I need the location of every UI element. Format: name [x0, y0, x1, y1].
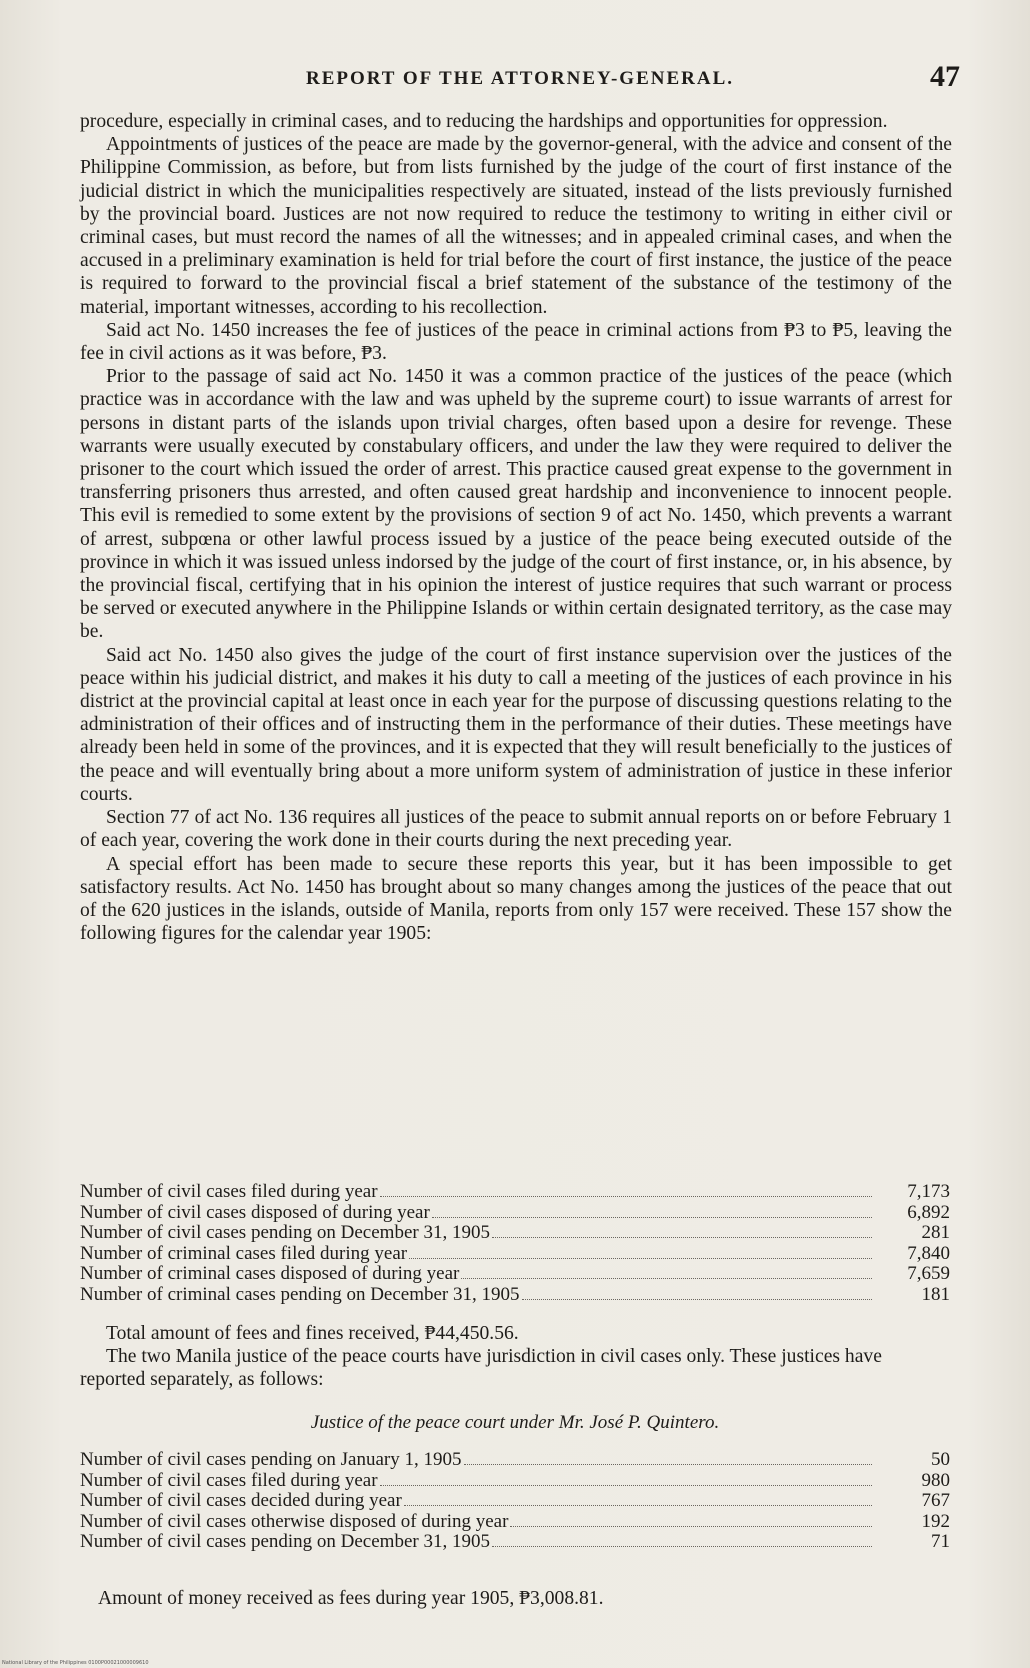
after-stats-text — [80, 1322, 950, 1391]
paragraph: Total amount of fees and fines received, ₱44,450.56. — [106, 1323, 519, 1344]
stat-label: Number of criminal cases filed during year — [80, 1242, 408, 1264]
stat-value: 7,840 — [907, 1242, 950, 1264]
body-text — [80, 110, 952, 945]
stat-row — [80, 1182, 950, 1203]
stat-label: Number of civil cases pending on December 31, 1905 — [80, 1531, 490, 1552]
paragraph: A special effort has been made to secure these reports this year, but it has been impossible to get satisfactory results. Act No. 1450 has brought about so many changes among the justices of the peace that out of the 620 justices in the islands, outside of Manila, reports from only 157 were received. These 157 show the following figures for the calendar year 1905: — [80, 853, 952, 945]
stat-value: 181 — [921, 1283, 950, 1305]
stat-label: Number of civil cases pending on December 31, 1905 — [80, 1222, 490, 1243]
paragraph: Said act No. 1450 also gives the judge of the court of first instance supervision over the justices of the peace within his judicial district, and makes it his duty to call a meeting of the justices of each province in his district at the provincial capital at least once in each year for the purpose of discussing questions relating to the administration of their offices and of instructing them in the performance of their duties. These meetings have already been held in some of the provinces, and it is expected that they will result beneficially to the justices of the peace and will eventually bring about a more uniform system of administration of justice in these inferior courts. — [80, 644, 952, 805]
dot-leader — [380, 1485, 872, 1486]
stat-value: 7,659 — [907, 1263, 950, 1284]
paragraph: Said act No. 1450 increases the fee of justices of the peace in criminal actions from ₱3 to ₱5, leaving the fee in civil actions as it was before, ₱3. — [80, 319, 952, 365]
stat-row — [80, 1512, 950, 1533]
section-heading: Justice of the peace court under Mr. José P. Quintero. — [310, 1412, 720, 1433]
stat-label: Number of civil cases pending on January 1, 1905 — [80, 1449, 462, 1470]
stat-row — [80, 1491, 950, 1512]
stat-label: Number of civil cases disposed of during year — [80, 1201, 430, 1223]
paragraph: Appointments of justices of the peace are made by the governor-general, with the advice and consent of the Philippine Commission, as before, but from lists furnished by the judge of the court of first instance of the judicial district in which the municipalities respectively are situated, instead of the lists previously furnished by the provincial board. Justices are not now required to reduce the testimony to writing in either civil or criminal cases, but must record the names of all the witnesses; and in appealed criminal cases, and when the accused in a preliminary examination is held for trial before the court of first instance, the justice of the peace is required to forward to the provincial fiscal a brief statement of the substance of the testimony of the material, important witnesses, according to his recollection. — [80, 134, 952, 318]
source-line: National Library of the Philippines 0100P00021000009610 — [2, 1660, 149, 1666]
closing-line: Amount of money received as fees during year 1905, ₱3,008.81. — [98, 1588, 604, 1609]
dot-leader — [492, 1237, 872, 1238]
stat-row — [80, 1244, 950, 1265]
stat-row — [80, 1471, 950, 1492]
dot-leader — [432, 1217, 872, 1218]
dot-leader — [380, 1196, 872, 1197]
stat-row — [80, 1203, 950, 1224]
stat-label: Number of civil cases otherwise disposed of during year — [80, 1510, 509, 1532]
stat-label: Number of civil cases filed during year — [80, 1469, 378, 1491]
stat-value: 767 — [921, 1490, 950, 1511]
stat-row — [80, 1223, 950, 1244]
stat-value: 6,892 — [907, 1201, 950, 1223]
stat-row — [80, 1450, 950, 1471]
paragraph: procedure, especially in criminal cases, and to reducing the hardships and opportunities for oppression. — [80, 111, 888, 132]
stat-label: Number of civil cases decided during year — [80, 1490, 402, 1511]
stat-value: 7,173 — [907, 1181, 950, 1202]
stat-label: Number of criminal cases disposed of during year — [80, 1263, 460, 1284]
stat-value: 980 — [921, 1469, 950, 1491]
stat-row — [80, 1264, 950, 1285]
page-header — [80, 62, 960, 102]
stat-value: 71 — [931, 1531, 950, 1552]
stat-row — [80, 1532, 950, 1553]
dot-leader — [510, 1526, 872, 1527]
paragraph: Prior to the passage of said act No. 1450 it was a common practice of the justices of the peace (which practice was in accordance with the law and was upheld by the supreme court) to issue warrants of arrest for persons in distant parts of the islands upon trivial charges, often based upon a desire for revenge. These warrants were usually executed by constabulary officers, and under the law they were required to deliver the prisoner to the court which issued the order of arrest. This practice caused great expense to the government in transferring prisoners thus arrested, and often caused great hardship and inconvenience to innocent people. This evil is remedied to some extent by the provisions of section 9 of act No. 1450, which prevents a warrant of arrest, subpœna or other lawful process issued by a justice of the peace being executed outside of the province in which it was issued unless indorsed by the judge of the court of first instance, or, in his absence, by the provincial fiscal, certifying that in his opinion the interest of justice requires that such warrant or process be served or executed anywhere in the Philippine Islands or within certain designated territory, as the case may be. — [80, 366, 952, 643]
dot-leader — [522, 1299, 872, 1300]
stat-row — [80, 1285, 950, 1306]
paragraph: Section 77 of act No. 136 requires all justices of the peace to submit annual reports on or before February 1 of each year, covering the work done in their courts during the next preceding year. — [80, 807, 952, 852]
dot-leader — [461, 1278, 872, 1279]
stat-value: 50 — [931, 1449, 950, 1470]
running-head: REPORT OF THE ATTORNEY-GENERAL. — [305, 68, 735, 89]
dot-leader — [404, 1505, 872, 1506]
stat-label: Number of civil cases filed during year — [80, 1181, 378, 1202]
dot-leader — [492, 1546, 872, 1547]
stats-table-quintero — [80, 1450, 950, 1553]
page-number: 47 — [930, 60, 960, 93]
stat-label: Number of criminal cases pending on December 31, 1905 — [80, 1283, 520, 1305]
paragraph: The two Manila justice of the peace courts have jurisdiction in civil cases only. These justices have reported separately, as follows: — [80, 1346, 882, 1390]
dot-leader — [464, 1464, 873, 1465]
stat-value: 281 — [921, 1222, 950, 1243]
stat-value: 192 — [921, 1510, 950, 1532]
stats-table-1905 — [80, 1182, 950, 1305]
dot-leader — [409, 1258, 872, 1259]
